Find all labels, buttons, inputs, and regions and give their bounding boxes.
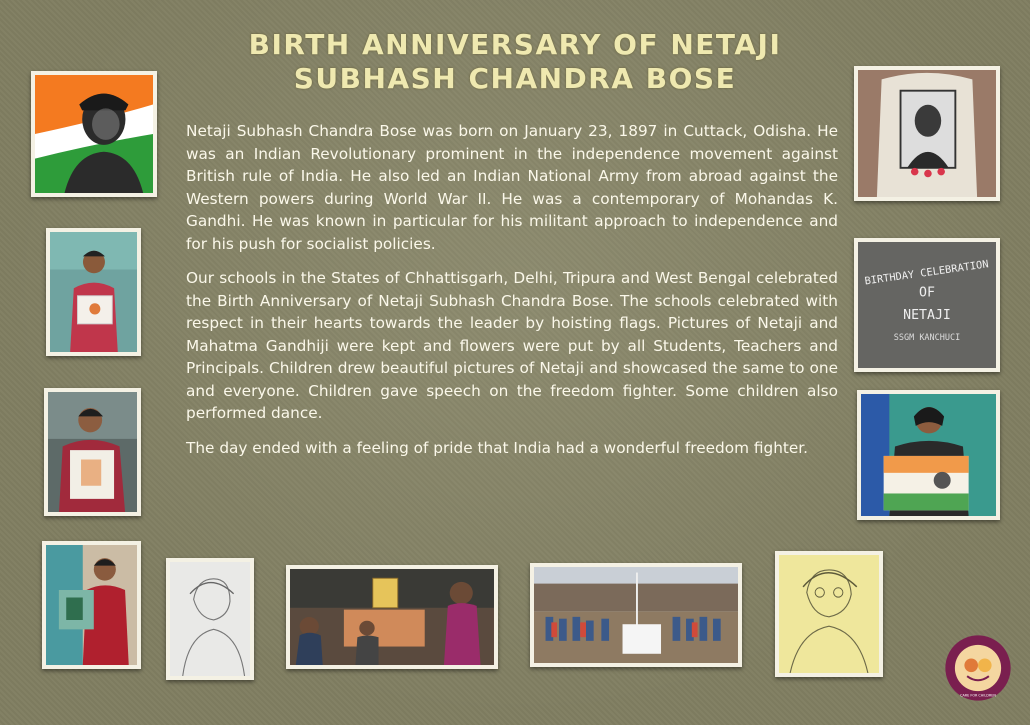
child-with-drawing-photo-2: [44, 388, 141, 516]
girl-with-tricolor-drawing-photo: [857, 390, 1000, 520]
organization-logo: [944, 634, 1012, 702]
pencil-sketch-on-yellow-paper: [775, 551, 883, 677]
board-line-4: SSGM KANCHUCI: [893, 331, 961, 342]
title-line-2: SUBHASH CHANDRA BOSE: [293, 62, 737, 95]
article-body: [186, 120, 838, 471]
logo-sub-text: CARE FOR CHILDREN: [960, 693, 996, 698]
page-title: [200, 28, 830, 96]
board-line-2: OF: [919, 285, 935, 301]
netaji-framed-portrait-on-chair: [854, 66, 1000, 201]
paragraph-3: The day ended with a feeling of pride that India had a wonderful freedom fighter.: [186, 438, 809, 457]
title-line-1: BIRTH ANNIVERSARY OF NETAJI: [248, 28, 782, 61]
flag-hoisting-group-photo: [530, 563, 742, 667]
netaji-tricolor-portrait: [31, 71, 157, 197]
paragraph-1: Netaji Subhash Chandra Bose was born on January 23, 1897 in Cuttack, Odisha. He was an Indian Revolutionary prominent in the independence movement against British rule of India. He also led an Indian National Army from abroad against the Western powers during World War II. He was a contemporary of Mohandas K. Gandhi. He was known in particular for his militant approach to independence and for his push for socialist policies.: [186, 122, 838, 253]
pencil-sketch-photo-1: [166, 558, 254, 680]
girl-with-drawing-photo: [42, 541, 141, 669]
birthday-celebration-chalkboard: [854, 238, 1000, 372]
paragraph-2: Our schools in the States of Chhattisgarh, Delhi, Tripura and West Bengal celebrated the Birth Anniversary of Netaji Subhash Chandra Bose. The schools celebrated with respect in their hearts towards the leader by hoisting flags. Pictures of Netaji and Mahatma Gandhiji were kept and flowers were put by all Students, Teachers and Principals. Children drew beautiful pictures of Netaji and showcased the same to one and everyone. Children gave speech on the freedom fighter. Some children also performed dance.: [186, 269, 838, 422]
board-line-1: BIRTHDAY CELEBRATION: [863, 258, 990, 288]
board-line-3: NETAJI: [903, 308, 951, 324]
classroom-tribute-photo: [286, 565, 498, 669]
child-with-drawing-photo-1: [46, 228, 141, 356]
